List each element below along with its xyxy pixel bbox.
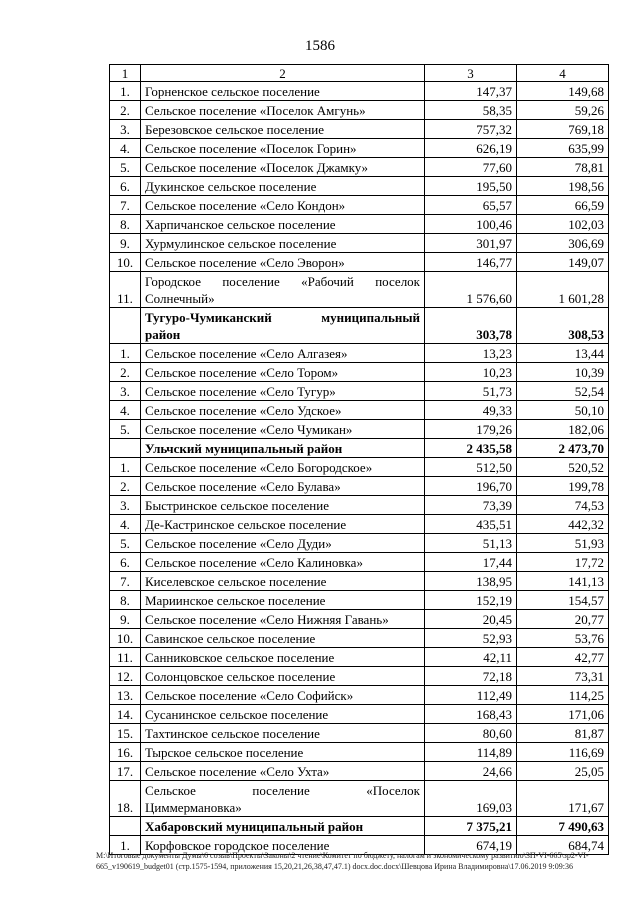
table-row [110,120,609,139]
table-row [110,572,609,591]
value-col-4: 78,81 [517,158,609,177]
row-number: 6. [110,177,141,196]
table-row [110,253,609,272]
row-number: 7. [110,196,141,215]
table-row [110,686,609,705]
value-col-3: 138,95 [425,572,517,591]
settlement-name [141,272,425,308]
value-col-4: 114,25 [517,686,609,705]
table-row [110,196,609,215]
settlement-name-line-2: район [145,327,181,342]
settlement-name: Ульчский муниципальный район [141,439,425,458]
value-col-3: 626,19 [425,139,517,158]
district-total-row [110,439,609,458]
value-col-4: 635,99 [517,139,609,158]
value-col-4: 171,67 [517,781,609,817]
settlement-name: Де-Кастринское сельское поселение [141,515,425,534]
settlement-name: Сельское поселение «Село Ухта» [141,762,425,781]
value-col-4: 684,74 [517,836,609,855]
table-row [110,705,609,724]
value-col-3: 179,26 [425,420,517,439]
value-col-4: 20,77 [517,610,609,629]
row-number: 4. [110,401,141,420]
table-row [110,762,609,781]
table-row [110,344,609,363]
row-number: 8. [110,215,141,234]
value-col-3: 435,51 [425,515,517,534]
row-number: 4. [110,139,141,158]
row-number: 3. [110,120,141,139]
value-col-4: 66,59 [517,196,609,215]
value-col-3: 2 435,58 [425,439,517,458]
settlement-name: Хабаровский муниципальный район [141,817,425,836]
footer-line-2: 665_v190619_budget01 (стр.1575-1594, приложения 15,20,21,26,38,47,47.1) docx.doc.docx\Шевцова Ирина Владимировна\17.06.2019 9:09:36 [96,862,573,871]
settlement-name: Киселевское сельское поселение [141,572,425,591]
row-number: 13. [110,686,141,705]
settlement-name-line-2: Циммермановка» [145,800,242,815]
value-col-3: 112,49 [425,686,517,705]
row-number: 5. [110,534,141,553]
table-row [110,629,609,648]
row-number: 17. [110,762,141,781]
settlement-name: Сельское поселение «Село Булава» [141,477,425,496]
file-path-footer [96,850,616,872]
header-col-2: 2 [141,65,425,82]
row-number: 2. [110,101,141,120]
budget-table [109,64,609,855]
value-col-4: 73,31 [517,667,609,686]
value-col-3: 114,89 [425,743,517,762]
value-col-3: 51,13 [425,534,517,553]
row-number [110,308,141,344]
district-total-row [110,817,609,836]
table-row [110,496,609,515]
settlement-name: Сельское поселение «Поселок Горин» [141,139,425,158]
settlement-name: Горненское сельское поселение [141,82,425,101]
settlement-name: Санниковское сельское поселение [141,648,425,667]
settlement-name: Сельское поселение «Село Алгазея» [141,344,425,363]
value-col-3: 7 375,21 [425,817,517,836]
settlement-name: Сельское поселение «Село Тором» [141,363,425,382]
value-col-4: 42,77 [517,648,609,667]
settlement-name: Сельское поселение «Село Эворон» [141,253,425,272]
value-col-3: 146,77 [425,253,517,272]
settlement-name-line-1: Тугуро-Чумиканский муниципальный [145,310,420,325]
table-row [110,234,609,253]
value-col-4: 198,56 [517,177,609,196]
settlement-name: Мариинское сельское поселение [141,591,425,610]
value-col-3: 152,19 [425,591,517,610]
value-col-4: 149,07 [517,253,609,272]
table-header-row [110,65,609,82]
row-number: 9. [110,610,141,629]
value-col-4: 10,39 [517,363,609,382]
table-row [110,215,609,234]
value-col-3: 100,46 [425,215,517,234]
settlement-name: Дукинское сельское поселение [141,177,425,196]
value-col-3: 17,44 [425,553,517,572]
table-row [110,477,609,496]
settlement-name-line-2: Солнечный» [145,291,215,306]
value-col-3: 303,78 [425,308,517,344]
settlement-name: Солонцовское сельское поселение [141,667,425,686]
value-col-3: 72,18 [425,667,517,686]
row-number: 1. [110,344,141,363]
settlement-name: Сельское поселение «Поселок Джамку» [141,158,425,177]
header-col-1: 1 [110,65,141,82]
settlement-name: Сельское поселение «Село Чумикан» [141,420,425,439]
table-row [110,724,609,743]
value-col-4: 13,44 [517,344,609,363]
value-col-3: 51,73 [425,382,517,401]
value-col-3: 73,39 [425,496,517,515]
table-row [110,82,609,101]
value-col-4: 7 490,63 [517,817,609,836]
row-number: 9. [110,234,141,253]
table-row [110,648,609,667]
table-row [110,158,609,177]
district-total-row [110,308,609,344]
row-number: 18. [110,781,141,817]
value-col-4: 59,26 [517,101,609,120]
table-row [110,382,609,401]
value-col-4: 149,68 [517,82,609,101]
row-number: 11. [110,648,141,667]
value-col-4: 520,52 [517,458,609,477]
settlement-name: Сельское поселение «Село Калиновка» [141,553,425,572]
value-col-3: 169,03 [425,781,517,817]
settlement-name: Тырское сельское поселение [141,743,425,762]
row-number [110,439,141,458]
value-col-3: 24,66 [425,762,517,781]
footer-line-1: M:\Итоговые документы Думы\6 созыв\Проекты\Законы\2 чтение\Комитет по бюджету, налогам и экономическому развитию\3П-VI-665\зр2-VI- [96,851,589,860]
value-col-3: 49,33 [425,401,517,420]
value-col-4: 1 601,28 [517,272,609,308]
row-number: 1. [110,836,141,855]
row-number: 8. [110,591,141,610]
value-col-3: 77,60 [425,158,517,177]
value-col-4: 102,03 [517,215,609,234]
value-col-3: 196,70 [425,477,517,496]
settlement-name: Савинское сельское поселение [141,629,425,648]
row-number: 7. [110,572,141,591]
value-col-4: 308,53 [517,308,609,344]
row-number: 11. [110,272,141,308]
row-number: 3. [110,496,141,515]
settlement-name: Сельское поселение «Поселок Амгунь» [141,101,425,120]
header-col-3: 3 [425,65,517,82]
budget-table-body [110,65,609,855]
header-col-4: 4 [517,65,609,82]
settlement-name: Корфовское городское поселение [141,836,425,855]
settlement-name: Сельское поселение «Село Дуди» [141,534,425,553]
row-number: 1. [110,458,141,477]
value-col-4: 199,78 [517,477,609,496]
value-col-3: 13,23 [425,344,517,363]
row-number: 12. [110,667,141,686]
page-number: 1586 [305,38,335,54]
table-row [110,781,609,817]
row-number: 3. [110,382,141,401]
settlement-name: Сельское поселение «Село Кондон» [141,196,425,215]
settlement-name: Сусанинское сельское поселение [141,705,425,724]
settlement-name: Сельское поселение «Село Удское» [141,401,425,420]
table-row [110,420,609,439]
table-row [110,101,609,120]
row-number: 6. [110,553,141,572]
row-number: 2. [110,363,141,382]
value-col-4: 52,54 [517,382,609,401]
row-number: 16. [110,743,141,762]
table-row [110,553,609,572]
value-col-4: 51,93 [517,534,609,553]
row-number: 14. [110,705,141,724]
settlement-name: Сельское поселение «Село Богородское» [141,458,425,477]
settlement-name: Сельское поселение «Село Тугур» [141,382,425,401]
value-col-3: 20,45 [425,610,517,629]
settlement-name-line-1: Сельское поселение «Поселок [145,783,420,798]
row-number: 4. [110,515,141,534]
table-row [110,458,609,477]
value-col-4: 141,13 [517,572,609,591]
value-col-4: 116,69 [517,743,609,762]
value-col-4: 2 473,70 [517,439,609,458]
value-col-3: 147,37 [425,82,517,101]
value-col-3: 80,60 [425,724,517,743]
settlement-name: Харпичанское сельское поселение [141,215,425,234]
settlement-name [141,781,425,817]
table-row [110,139,609,158]
table-row [110,515,609,534]
row-number: 10. [110,629,141,648]
value-col-4: 171,06 [517,705,609,724]
value-col-3: 65,57 [425,196,517,215]
value-col-4: 306,69 [517,234,609,253]
row-number: 1. [110,82,141,101]
value-col-3: 301,97 [425,234,517,253]
row-number: 5. [110,158,141,177]
row-number: 2. [110,477,141,496]
value-col-3: 195,50 [425,177,517,196]
table-row [110,177,609,196]
value-col-3: 10,23 [425,363,517,382]
value-col-4: 182,06 [517,420,609,439]
table-row [110,534,609,553]
row-number [110,817,141,836]
settlement-name: Хурмулинское сельское поселение [141,234,425,253]
row-number: 10. [110,253,141,272]
value-col-4: 154,57 [517,591,609,610]
row-number: 5. [110,420,141,439]
value-col-4: 17,72 [517,553,609,572]
value-col-4: 50,10 [517,401,609,420]
value-col-4: 442,32 [517,515,609,534]
value-col-3: 58,35 [425,101,517,120]
table-row [110,743,609,762]
settlement-name: Тахтинское сельское поселение [141,724,425,743]
settlement-name: Березовское сельское поселение [141,120,425,139]
value-col-3: 42,11 [425,648,517,667]
row-number: 15. [110,724,141,743]
table-row [110,363,609,382]
value-col-3: 757,32 [425,120,517,139]
value-col-4: 53,76 [517,629,609,648]
settlement-name: Сельское поселение «Село Нижняя Гавань» [141,610,425,629]
settlement-name [141,308,425,344]
table-row [110,591,609,610]
table-row [110,667,609,686]
table-row [110,401,609,420]
value-col-4: 769,18 [517,120,609,139]
value-col-3: 1 576,60 [425,272,517,308]
settlement-name: Сельское поселение «Село Софийск» [141,686,425,705]
value-col-3: 512,50 [425,458,517,477]
value-col-4: 25,05 [517,762,609,781]
table-row [110,272,609,308]
value-col-4: 81,87 [517,724,609,743]
value-col-3: 168,43 [425,705,517,724]
settlement-name-line-1: Городское поселение «Рабочий поселок [145,274,420,289]
table-row [110,610,609,629]
settlement-name: Быстринское сельское поселение [141,496,425,515]
value-col-4: 74,53 [517,496,609,515]
value-col-3: 674,19 [425,836,517,855]
value-col-3: 52,93 [425,629,517,648]
